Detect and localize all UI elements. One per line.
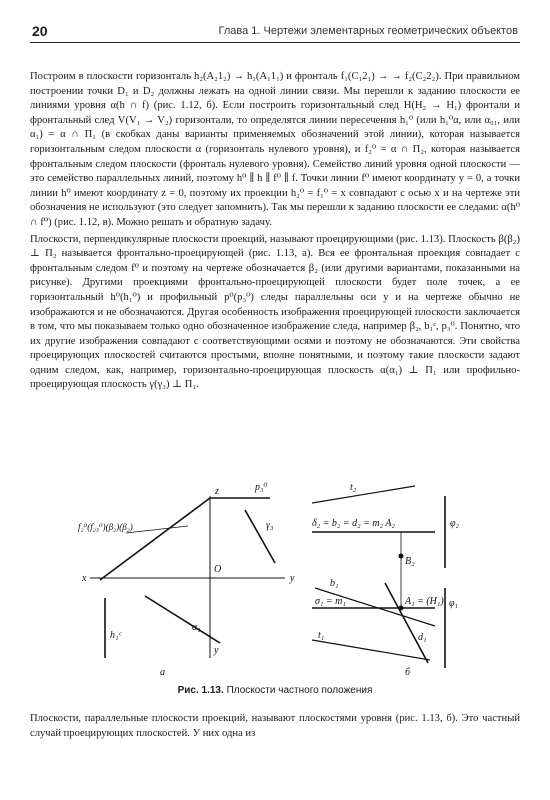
label-h1: h₁ᶜ (110, 630, 122, 641)
label-A1: A₁ = (H₁) (405, 596, 444, 607)
label-y-down: y (214, 645, 219, 656)
paragraph-3: Плоскости, параллельные плоскости проекций, называют плоскостями уровня (рис. 1.13, б). Это частный случай проецирующих плоскостей. У них одна из (30, 713, 520, 739)
label-eq: δ₂ = b₂ = d₂ = m₂ A₂ (312, 518, 395, 529)
label-z: z (215, 486, 219, 497)
label-x: x (82, 573, 87, 584)
label-sub-a: а (160, 667, 165, 678)
label-t1: t₁ (318, 630, 325, 641)
label-phi1: φ₁ (449, 598, 459, 609)
label-t2: t₂ (350, 482, 357, 493)
point-B2 (399, 554, 404, 559)
label-b1: b₁ (330, 578, 339, 589)
label-d1: d₁ (418, 632, 427, 643)
figure-drawing (60, 468, 500, 683)
page-header (30, 22, 520, 43)
figure-caption (0, 685, 550, 696)
b1-line (315, 588, 435, 626)
label-p3: p₃⁰ (255, 482, 268, 493)
label-gamma3: γ₃ (266, 520, 274, 531)
beta2-trace (100, 498, 210, 580)
main-text (30, 70, 520, 395)
caption-number: Рис. 1.13. (177, 685, 224, 696)
d1-line (385, 583, 428, 663)
label-sigma1: σ₁ = m₁ (315, 596, 346, 607)
figure-1-13 (60, 468, 500, 683)
label-B2: B₂ (405, 556, 415, 567)
label-f2: f₂⁰(f₂₃⁰)(β₂)(β₂) (78, 522, 133, 532)
caption-text: Плоскости частного положения (226, 685, 373, 696)
label-phi2: φ₂ (450, 518, 460, 529)
label-O: O (214, 564, 222, 575)
t2-line (312, 486, 415, 503)
chapter-title: Глава 1. Чертежи элементарных геометрических объектов (218, 25, 518, 37)
label-y-right: y (290, 573, 295, 584)
gamma3-trace (245, 510, 275, 563)
paragraph-2: Плоскости, перпендикулярные плоскости проекций, называют проецирующими (рис. 1.13). Плоскость β(β₂) ⊥ Π₂ называется фронтально-проецирующей (рис. 1.13, а). Вся ее фронтальная проекция совпадает с фронтальным следом f⁰ и поэтому на чертеже обозначается β₂ (или другими вариантами, показанными на рисунке). Другими проекциями фронтально-проецирующей плоскости будет поле точек, а ее горизонтальный h⁰(h₁⁰) и профильный p⁰(p₃⁰) следы параллельны оси y и на чертеже обычно не изображаются и не обозначаются. Другая особенность изображения проецирующей плоскости заключается в том, что мы показываем только одно обозначенное изображение следа, например β₂, b₁ᶜ, p₃⁰. Понятно, что их другие изображения совпадают с соответствующими осями и поэтому не обозначаются. Эти свойства проецирующих плоскостей считаются простыми, вполне понятными, и поэтому такие плоскости задают одним следом, как, например, горизонтально-проецирующая плоскость α(α₁) ⊥ Π₁ или профильно-проецирующая плоскость γ(γ₃) ⊥ Π₁. (30, 233, 520, 391)
leader-line (126, 526, 188, 533)
page-number: 20 (32, 23, 48, 39)
paragraph-1: Построим в плоскости горизонталь h₂(A₂1₂) → h₁(A₁1₁) и фронталь f₁(C₁2₁) → → f₂(C₂2₂). При правильном построении точки D₁ и D₂ должны лежать на одной линии связи. Мы перешли к заданию плоскости ее линиями уровня α(h ∩ f) (рис. 1.12, б). Если построить горизонтальный след H(H₂ → H₁) фронтали и фронтальный след V(V₁ → V₂) горизонтали, то определятся линии пересечения h₁⁰ (или h₁⁰α, или α₀₁, или α₁) = α ∩ Π₁ (в скобках даны варианты применяемых обозначений этой линии), которая называется горизонтальным следом плоскости α (горизонталь нулевого уровня), и f₂⁰ = α ∩ Π₂, которая называется фронтальным следом плоскости (фронталь нулевого уровня). Семейство линий уровня одной плоскости — это семейство параллельных линий, поэтому h⁰ ∥ h ∥ f⁰ ∥ f. Точки линии f⁰ имеют координату y = 0, а точки линии h⁰ имеют координату z = 0, поэтому их проекции h₂⁰ = f₁⁰ = x совпадают с осью x и на чертеже эти обозначения не используют (это следует запомнить). Так мы перешли к заданию плоскости ее следами: α(h⁰ ∩ f⁰) (рис. 1.12, в). Можно решать и обратную задачу. (30, 71, 520, 228)
alpha1-trace (145, 596, 220, 643)
bottom-text (30, 712, 520, 741)
label-sub-b: б (405, 667, 411, 678)
t1-line (312, 640, 430, 660)
label-alpha1: α₁ (192, 622, 201, 633)
